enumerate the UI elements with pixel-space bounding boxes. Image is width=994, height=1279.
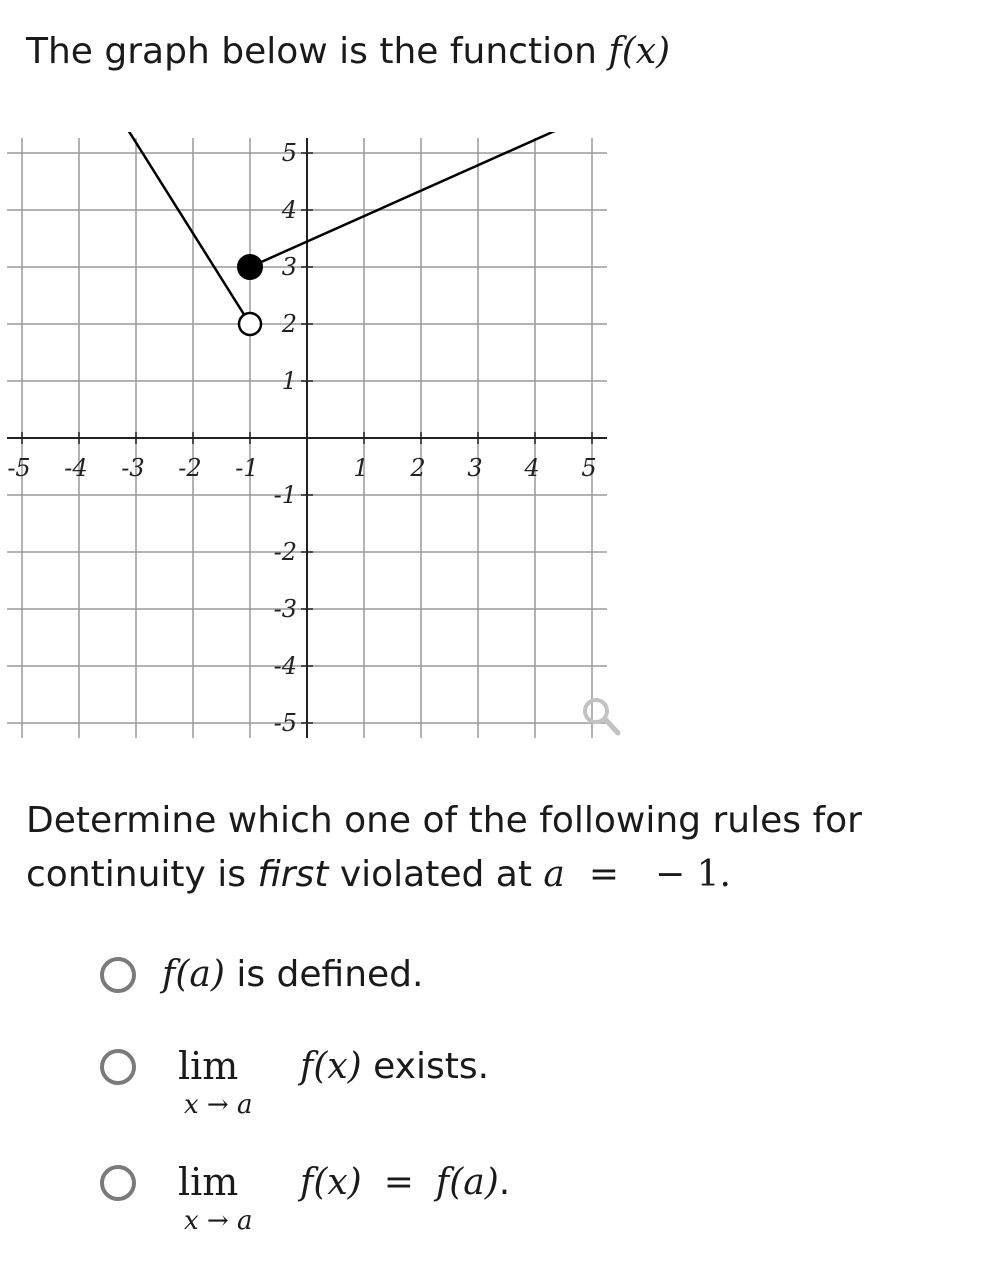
option-3-equals: =: [383, 1162, 414, 1203]
y-tick-label: -4: [273, 652, 297, 680]
option-3-rhs: f(a): [435, 1162, 499, 1203]
open-point: [239, 313, 261, 335]
question-line-2-a: continuity is: [26, 854, 258, 895]
question-line-2-b: violated at: [328, 854, 544, 895]
radio-option-2[interactable]: [100, 1049, 136, 1085]
y-tick-label: 2: [281, 310, 297, 338]
x-tick-label: 1: [353, 454, 369, 482]
x-tick-label: 3: [467, 454, 483, 482]
question-line-1: Determine which one of the following rules for: [26, 800, 862, 841]
option-2-lim-subscript: x → a: [184, 1090, 253, 1120]
option-2-expression: [300, 1046, 489, 1087]
option-3-function: f(x): [300, 1162, 362, 1203]
y-tick-label: 1: [281, 367, 297, 395]
x-tick-label: -5: [7, 454, 31, 482]
x-tick-label: -3: [121, 454, 145, 482]
option-1-label: [162, 950, 423, 1000]
y-tick-label: 3: [281, 253, 297, 281]
closed-point: [238, 255, 262, 279]
y-tick-label: -5: [273, 709, 297, 737]
question-line-2: [26, 848, 862, 902]
radio-option-1[interactable]: [100, 957, 136, 993]
title-function: f(x): [608, 31, 671, 72]
title-text: The graph below is the function: [26, 31, 609, 72]
x-tick-label: -1: [235, 454, 259, 482]
x-tick-label: 5: [581, 454, 597, 482]
question-variable: a: [543, 854, 565, 895]
x-tick-label: -4: [64, 454, 88, 482]
option-1-text: is defined.: [224, 954, 424, 995]
series-line-left-piece: [125, 125, 250, 325]
radio-option-3[interactable]: [100, 1165, 136, 1201]
option-3-lim: lim: [178, 1160, 239, 1204]
series-line-right-piece: [250, 125, 569, 268]
option-limit-exists[interactable]: [100, 1040, 700, 1120]
question-text: [26, 794, 862, 902]
question-emphasis: first: [257, 854, 329, 895]
option-2-text: exists.: [361, 1046, 490, 1087]
x-tick-label: 4: [524, 454, 540, 482]
x-tick-label: 2: [410, 454, 426, 482]
option-3-lim-subscript: x → a: [184, 1206, 253, 1236]
y-tick-label: -3: [273, 595, 297, 623]
prompt-title: [26, 24, 670, 80]
option-2-function: f(x): [300, 1046, 362, 1087]
y-tick-label: 5: [281, 139, 297, 167]
y-tick-label: 4: [281, 196, 297, 224]
option-function-defined[interactable]: [100, 950, 700, 1010]
question-equals: =: [588, 854, 620, 895]
y-tick-label: -1: [273, 481, 297, 509]
option-3-expression: [300, 1162, 510, 1203]
option-2-lim: lim: [178, 1044, 239, 1088]
function-graph: [7, 128, 634, 744]
option-3-end: .: [498, 1162, 511, 1203]
x-tick-label: -2: [178, 454, 202, 482]
y-tick-label: -2: [273, 538, 297, 566]
option-1-math: f(a): [162, 954, 225, 995]
magnifier-icon[interactable]: [574, 693, 628, 739]
option-limit-equals-value[interactable]: [100, 1156, 700, 1236]
question-value: − 1.: [655, 854, 732, 895]
